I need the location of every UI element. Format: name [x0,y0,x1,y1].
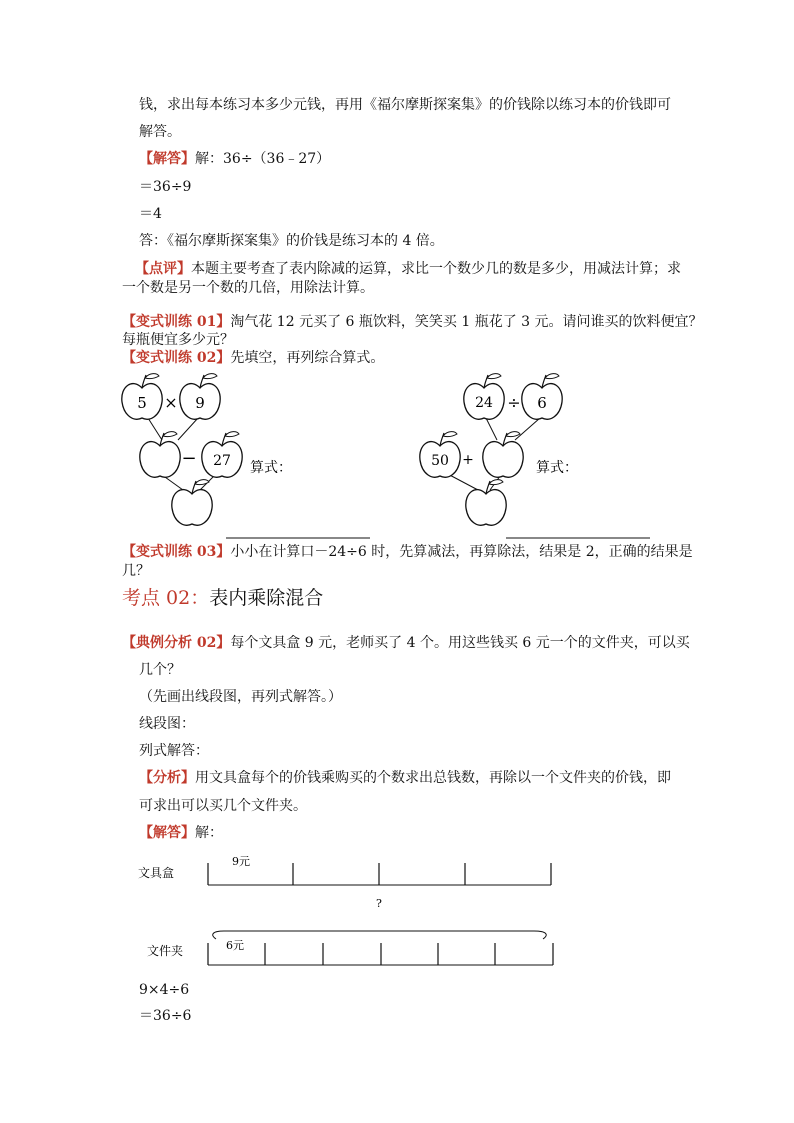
example-02-step-2: ＝36÷6 [139,1008,192,1024]
answer-step-3: ＝4 [139,206,162,222]
left-formula-label: 算式： [250,460,292,476]
practice-03-line-2: 几？ [122,563,150,579]
example-02-analysis-line-1 [139,768,671,788]
example-02-text-1: 每个文具盒 9 元，老师买了 4 个。用这些钱买 6 元一个的文件夹，可以买 [230,635,690,651]
left-operator-2: − [181,448,197,469]
example-02-answer-label: 解： [195,825,223,841]
comment-tag: 【点评】 [135,261,191,277]
answer-step-1: 36÷（36﹣27） [223,151,331,167]
left-value-b: 9 [195,394,205,412]
solve-label: 列式解答： [139,743,209,759]
row1-unit-label: 9元 [232,855,250,868]
row1-label: 文具盒 [138,866,175,880]
left-operator-1: × [164,393,178,412]
left-value-c: 27 [213,453,231,469]
practice-02-tag: 【变式训练 02】 [122,350,231,366]
apple-tree-diagrams [0,368,794,548]
analysis-continuation-line-1: 钱，求出每本练习本多少元钱，再用《福尔摩斯探案集》的价钱除以练习本的价钱即可 [139,97,671,113]
answer-label: 解： [195,151,223,167]
practice-03-tag: 【变式训练 03】 [122,544,231,560]
comment-line-2: 一个数是另一个数的几倍，用除法计算。 [122,280,374,296]
section-heading [122,585,323,611]
example-02-analysis-line-2: 可求出可以买几个文件夹。 [139,798,307,814]
line-segment-diagram [0,845,794,975]
section-title: 表内乘除混合 [209,587,324,609]
left-value-a: 5 [137,394,147,412]
row2-label: 文件夹 [147,944,184,958]
right-value-b: 6 [537,394,547,412]
right-value-c: 50 [431,453,449,469]
example-02-step-1: 9×4÷6 [139,982,190,998]
example-02-answer-tag: 【解答】 [139,825,195,841]
row2-unit-label: 6元 [226,939,244,952]
practice-01-line-2: 每瓶便宜多少元？ [122,332,234,348]
example-02-line-1 [122,633,690,653]
total-brace [213,931,547,939]
right-operator-2: + [462,452,474,468]
example-02-line-2: 几个？ [139,662,181,678]
example-02-tag: 【典例分析 02】 [122,635,231,651]
example-02-analysis-text-1: 用文具盒每个的价钱乘购买的个数求出总钱数，再除以一个文件夹的价钱，即 [195,770,671,786]
practice-01-line-1 [122,312,703,332]
right-value-a: 24 [475,395,493,411]
practice-03-text-1: 小小在计算口－24÷6 时，先算减法，再算除法，结果是 2，正确的结果是 [230,544,693,560]
answer-final: 答：《福尔摩斯探案集》的价钱是练习本的 4 倍。 [139,233,444,249]
section-number: 考点 02： [122,587,210,609]
practice-02-line-1 [122,348,384,368]
answer-line [139,149,330,169]
diagram-label: 线段图： [139,716,195,732]
left-apple-product [140,432,180,478]
analysis-continuation-line-2: 解答。 [139,124,181,140]
comment-line-1 [135,259,681,279]
example-02-note: （先画出线段图，再列式解答。） [139,689,342,705]
total-question-mark: ? [376,897,382,910]
right-formula-label: 算式： [536,460,578,476]
example-02-answer-line [139,823,223,843]
practice-01-tag: 【变式训练 01】 [122,314,231,330]
right-operator-1: ÷ [507,393,521,412]
practice-03-line-1 [122,542,693,562]
comment-text-1: 本题主要考查了表内除减的运算，求比一个数少几的数是多少，用减法计算；求 [191,261,681,277]
answer-tag: 【解答】 [139,151,195,167]
practice-01-text-1: 淘气花 12 元买了 6 瓶饮料，笑笑买 1 瓶花了 3 元。请问谁买的饮料便宜？ [230,314,703,330]
answer-step-2: ＝36÷9 [139,179,192,195]
practice-02-text-1: 先填空，再列综合算式。 [230,350,385,366]
example-02-analysis-tag: 【分析】 [139,770,195,786]
